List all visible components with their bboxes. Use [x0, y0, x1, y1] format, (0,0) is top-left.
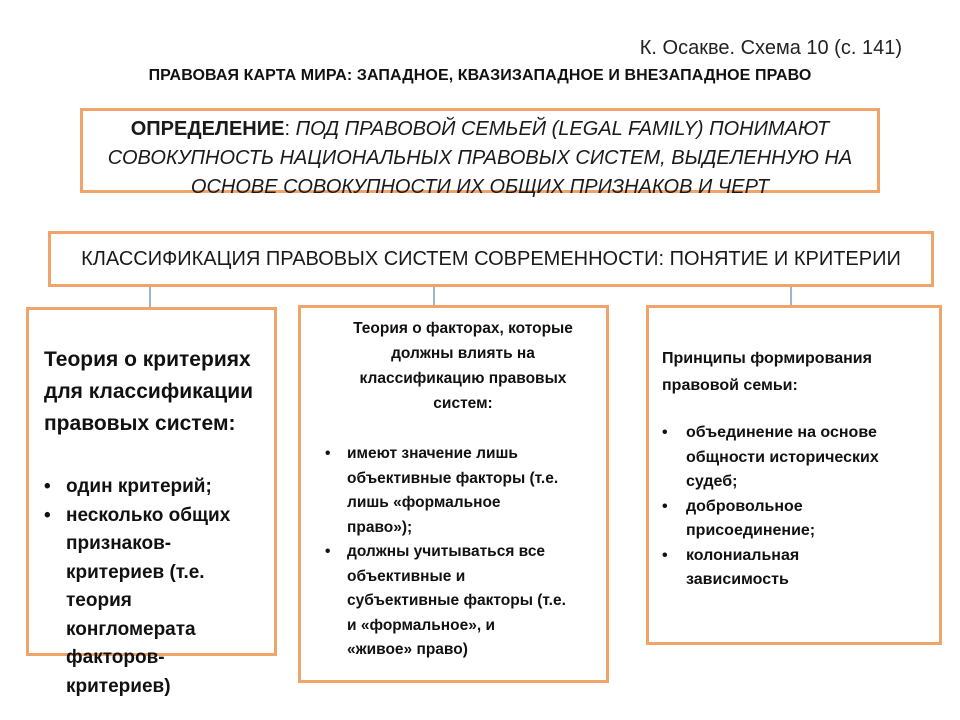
- definition-line-1: [83, 115, 877, 144]
- list-item-line: добровольное: [686, 497, 803, 515]
- factors-theory-list: [325, 442, 595, 663]
- list-item-line: критериев): [66, 675, 171, 697]
- list-item-line: субъективные факторы (т.е.: [347, 592, 566, 609]
- definition-term: ОПРЕДЕЛЕНИЕ: [130, 118, 285, 140]
- list-item: [662, 495, 932, 544]
- list-item-line: судеб;: [686, 473, 738, 490]
- heading-line: правовых систем:: [44, 412, 236, 435]
- criteria-theory-heading: [44, 344, 284, 440]
- list-item-line: «живое» право): [347, 641, 468, 658]
- definition-line-2: СОВОКУПНОСТЬ НАЦИОНАЛЬНЫХ ПРАВОВЫХ СИСТЕМ, ВЫДЕЛЕННУЮ НА: [107, 147, 853, 169]
- heading-line: Теория о факторах, которые: [353, 320, 573, 337]
- list-item: [44, 502, 284, 702]
- source-citation: К. Осакве. Схема 10 (с. 141): [639, 37, 902, 59]
- criteria-theory-list: [44, 473, 284, 701]
- list-item-line: объективные и: [347, 567, 466, 585]
- heading-line: для классификации: [44, 380, 254, 403]
- heading-line: систем:: [433, 395, 493, 412]
- bullet-icon: •: [44, 504, 51, 526]
- bullet-icon: •: [662, 424, 668, 441]
- list-item-line: объективные факторы (т.е.: [347, 469, 559, 487]
- list-item-line: право»);: [347, 518, 413, 536]
- bullet-icon: •: [325, 543, 331, 560]
- list-item: [325, 442, 595, 540]
- list-item-line: признаков-: [66, 533, 172, 554]
- list-item-line: зависимость: [686, 571, 789, 588]
- list-item-line: факторов-: [66, 647, 165, 668]
- list-item-line: общности исторических: [686, 448, 879, 466]
- list-item-line: один критерий;: [66, 476, 212, 497]
- list-item: [662, 421, 932, 495]
- list-item-line: лишь «формальное: [347, 494, 501, 511]
- heading-line: классификацию правовых: [359, 370, 567, 387]
- list-item-line: должны учитываться все: [347, 543, 546, 560]
- list-item-line: имеют значение лишь: [347, 445, 518, 462]
- list-item: [44, 473, 284, 502]
- page-title: ПРАВОВАЯ КАРТА МИРА: ЗАПАДНОЕ, КВАЗИЗАПАДНОЕ И ВНЕЗАПАДНОЕ ПРАВО: [148, 67, 812, 84]
- definition-box: [80, 108, 880, 198]
- list-item-line: несколько общих: [66, 504, 231, 526]
- definition-separator: :: [284, 118, 296, 140]
- bullet-icon: •: [325, 445, 331, 462]
- classification-box: [48, 231, 934, 287]
- factors-theory-heading: [318, 316, 608, 416]
- classification-title: КЛАССИФИКАЦИЯ ПРАВОВЫХ СИСТЕМ СОВРЕМЕННОСТИ: ПОНЯТИЕ И КРИТЕРИИ: [81, 248, 901, 270]
- family-principles-heading: [662, 345, 932, 399]
- list-item: [325, 540, 595, 663]
- definition-text: ПОД ПРАВОВОЙ СЕМЬЕЙ (LEGAL FAMILY) ПОНИМАЮТ: [295, 118, 830, 140]
- list-item-line: объединение на основе: [686, 424, 877, 441]
- list-item-line: и «формальное», и: [347, 616, 496, 634]
- bullet-icon: •: [662, 497, 668, 515]
- list-item-line: теория: [66, 590, 132, 611]
- family-principles-list: [662, 421, 932, 593]
- bullet-icon: •: [662, 546, 668, 564]
- heading-line: Принципы формирования: [662, 350, 872, 367]
- definition-line-3: ОСНОВЕ СОВОКУПНОСТИ ИХ ОБЩИХ ПРИЗНАКОВ И ЧЕРТ: [190, 176, 770, 198]
- list-item-line: присоединение;: [686, 522, 816, 539]
- heading-line: Теория о критериях: [44, 348, 251, 371]
- list-item-line: конгломерата: [66, 618, 196, 640]
- list-item-line: колониальная: [686, 546, 800, 564]
- heading-line: правовой семьи:: [662, 377, 798, 394]
- bullet-icon: •: [44, 476, 51, 497]
- list-item-line: критериев (т.е.: [66, 561, 205, 583]
- heading-line: должны влиять на: [391, 345, 535, 362]
- list-item: [662, 544, 932, 593]
